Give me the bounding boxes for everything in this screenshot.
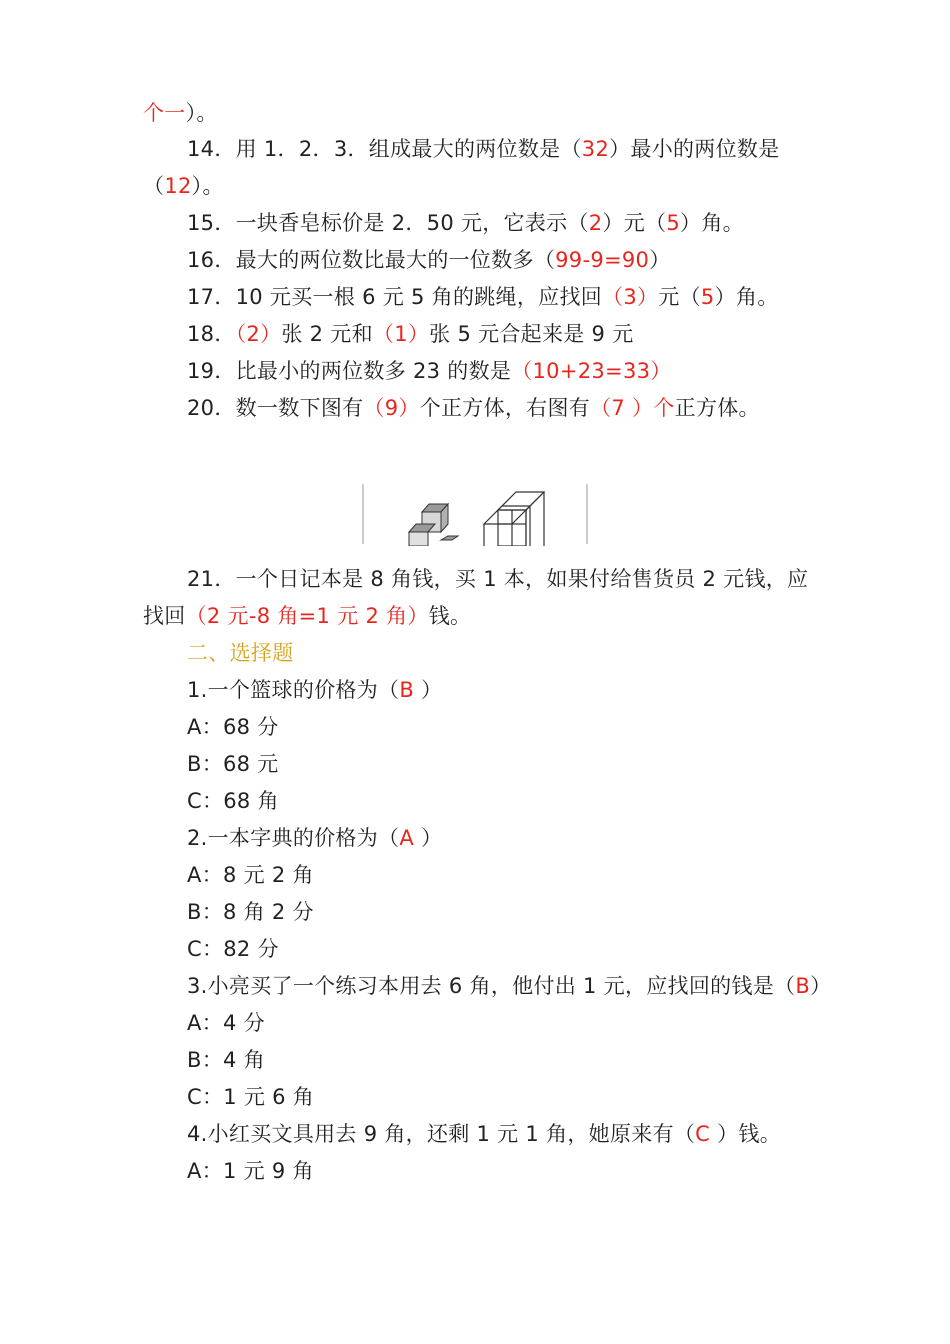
question-text: 14．用 1．2．3．组成最大的两位数是（ xyxy=(187,137,582,161)
question-text: 16．最大的两位数比最大的一位数多（ xyxy=(187,248,556,272)
question-text: A：4 分 xyxy=(187,1011,265,1035)
answer-text: 2 xyxy=(588,211,603,235)
left-cube-stack-icon xyxy=(409,504,458,546)
text-line xyxy=(187,712,279,742)
right-cube-stack-icon xyxy=(484,492,544,546)
text-line xyxy=(187,208,744,238)
answer-text: （2 元-8 角=1 元 2 角） xyxy=(185,604,429,628)
question-text: 元（ xyxy=(658,285,701,309)
answer-text: B xyxy=(795,974,811,998)
text-line xyxy=(187,897,314,927)
text-line xyxy=(187,786,279,816)
answer-text: C xyxy=(695,1122,711,1146)
question-text: ）钱。 xyxy=(710,1122,782,1146)
question-text: C：82 分 xyxy=(187,937,279,961)
question-text: ）最小的两位数是 xyxy=(609,137,780,161)
question-text: 1.一个篮球的价格为（ xyxy=(187,678,400,702)
question-text: 19．比最小的两位数多 23 的数是 xyxy=(187,359,512,383)
question-text: B：4 角 xyxy=(187,1048,265,1072)
text-line xyxy=(187,1082,314,1112)
answer-text: （1） xyxy=(372,322,430,346)
answer-text: （3） xyxy=(602,285,659,309)
question-text: 个正方体，右图有 xyxy=(419,396,591,420)
question-text: ） xyxy=(810,974,832,998)
question-text: 18． xyxy=(187,322,236,346)
answer-text: 99-9=90 xyxy=(555,248,650,272)
answer-text: （9） xyxy=(363,396,420,420)
text-line xyxy=(187,134,780,164)
text-line xyxy=(187,245,671,275)
text-line xyxy=(187,393,760,423)
text-line xyxy=(187,1156,314,1186)
text-line xyxy=(143,171,224,201)
question-text: C：1 元 6 角 xyxy=(187,1085,315,1109)
question-text: ） xyxy=(414,826,443,850)
text-line xyxy=(187,675,442,705)
text-line xyxy=(187,1119,781,1149)
question-text: 17．10 元买一根 6 元 5 角的跳绳，应找回 xyxy=(187,285,603,309)
question-text: B：68 元 xyxy=(187,752,279,776)
question-text: C：68 角 xyxy=(187,789,279,813)
answer-text: 12 xyxy=(164,174,192,198)
text-line xyxy=(187,282,779,312)
question-text: ）元（ xyxy=(602,211,667,235)
question-text: 4.小红买文具用去 9 角，还剩 1 元 1 角，她原来有（ xyxy=(187,1122,696,1146)
answer-text: 32 xyxy=(581,137,610,161)
answer-text: 个一 xyxy=(143,101,186,125)
answer-text: （2） xyxy=(235,322,282,346)
text-line xyxy=(187,823,442,853)
question-text: ）角。 xyxy=(714,285,779,309)
text-line xyxy=(187,356,672,386)
question-text: ）角。 xyxy=(680,211,744,235)
question-text: A：68 分 xyxy=(187,715,279,739)
text-line xyxy=(187,1008,265,1038)
question-text: 2.一本字典的价格为（ xyxy=(187,826,400,850)
question-text: 正方体。 xyxy=(674,396,760,420)
question-text: 21．一个日记本是 8 角钱，买 1 本，如果付给售货员 2 元钱，应 xyxy=(187,567,809,591)
text-line xyxy=(187,319,634,349)
question-text: 钱。 xyxy=(428,604,472,628)
answer-text: B xyxy=(399,678,415,702)
question-text: 20．数一数下图有 xyxy=(187,396,364,420)
answer-text: （7 ）个 xyxy=(590,396,675,420)
question-text: 15．一块香皂标价是 2．50 元，它表示（ xyxy=(187,211,589,235)
text-line xyxy=(187,971,831,1001)
text-line xyxy=(187,934,279,964)
cube-stack-figure xyxy=(362,484,588,546)
question-text: 3.小亮买了一个练习本用去 6 角，他付出 1 元，应找回的钱是（ xyxy=(187,974,796,998)
question-text: B：8 角 2 分 xyxy=(187,900,314,924)
answer-text: （10+23=33） xyxy=(511,359,672,383)
question-text: ） xyxy=(414,678,443,702)
text-line xyxy=(143,98,218,128)
text-line xyxy=(187,1045,265,1075)
question-text: A：1 元 9 角 xyxy=(187,1159,314,1183)
question-text: 找回 xyxy=(143,604,186,628)
answer-text: 5 xyxy=(666,211,681,235)
question-text: ）。 xyxy=(185,101,218,125)
question-text: ） xyxy=(649,248,671,272)
text-line xyxy=(187,860,314,890)
question-text: （ xyxy=(143,174,165,198)
answer-text: 5 xyxy=(700,285,715,309)
text-line xyxy=(187,638,294,668)
text-line xyxy=(187,749,279,779)
question-text: ）。 xyxy=(191,174,224,198)
question-text: 张 2 元和 xyxy=(281,322,373,346)
question-text: 张 5 元合起来是 9 元 xyxy=(429,322,634,346)
answer-text: A xyxy=(399,826,415,850)
text-line xyxy=(143,601,471,631)
section-heading: 二、选择题 xyxy=(187,641,294,665)
question-text: A：8 元 2 角 xyxy=(187,863,314,887)
text-line xyxy=(187,564,808,594)
